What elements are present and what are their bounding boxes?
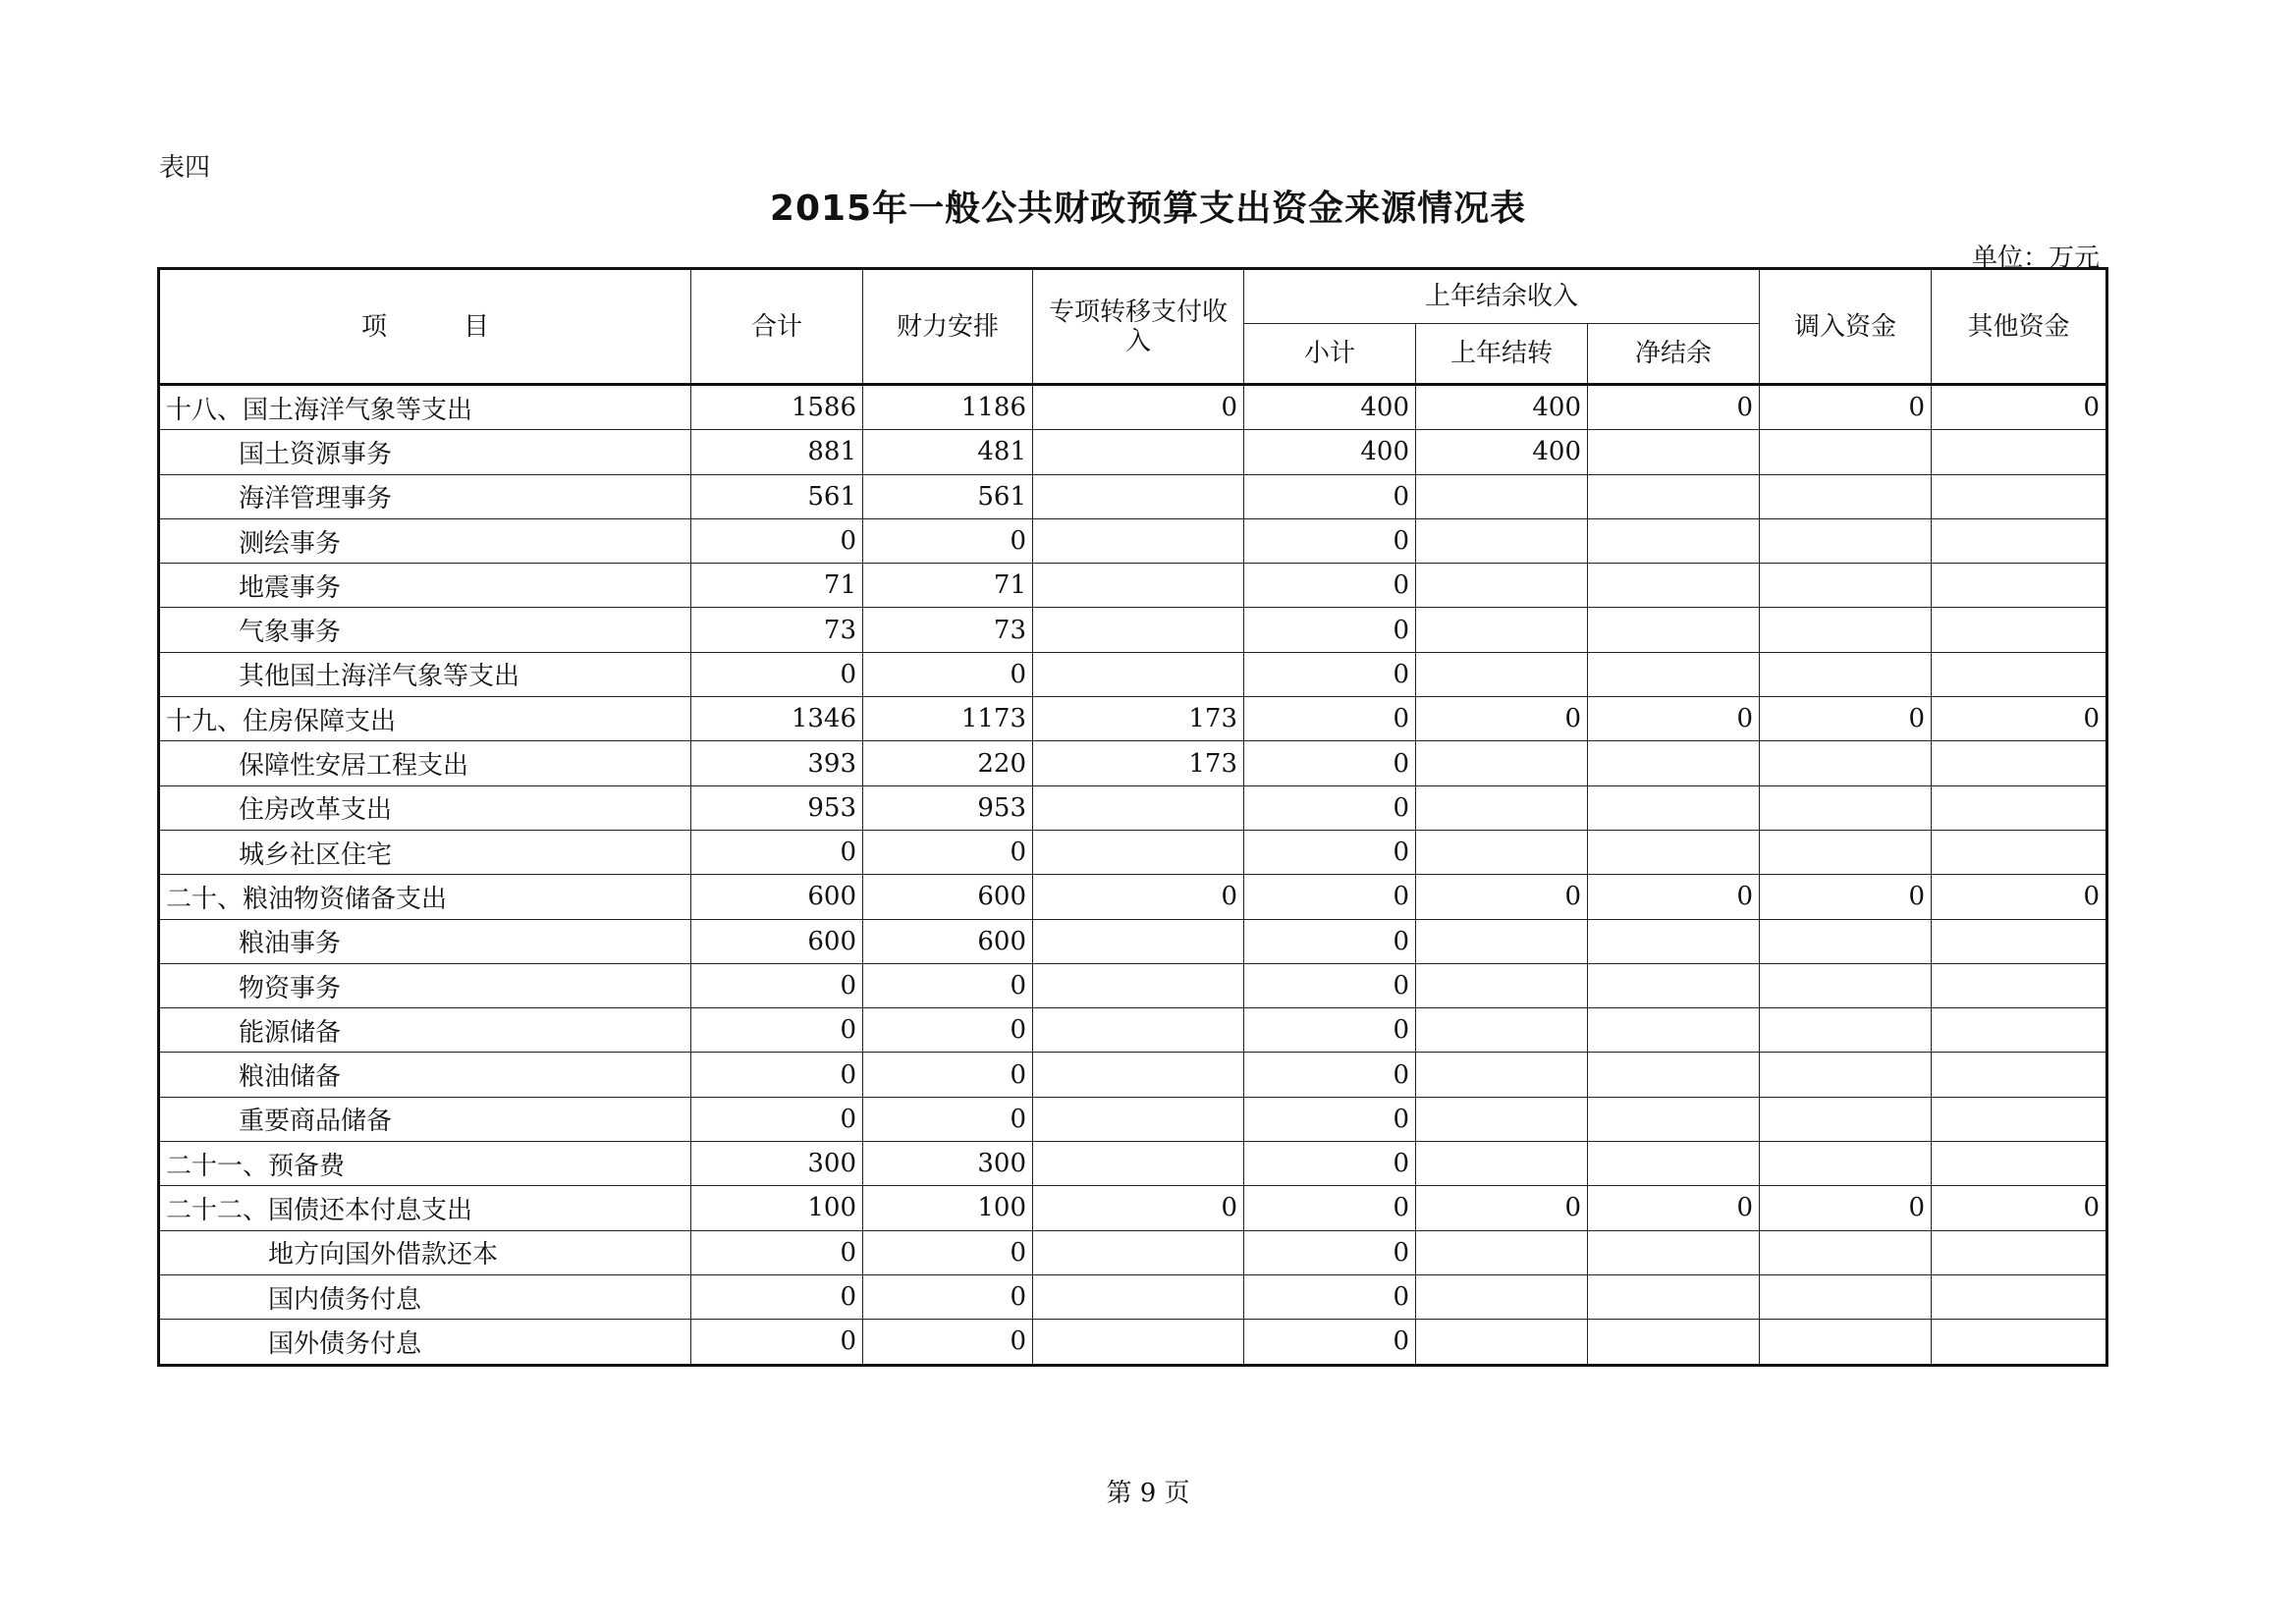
cell-total: 561: [691, 474, 863, 518]
cell-transfer: [1033, 1053, 1244, 1097]
cell-other: 0: [1932, 875, 2107, 919]
cell-fiscal: 481: [863, 430, 1033, 474]
cell-carryover: [1416, 564, 1588, 608]
cell-other: [1932, 652, 2107, 696]
header-subtotal: 小计: [1244, 324, 1416, 385]
table-row: [159, 741, 2107, 785]
cell-net-balance: [1588, 1230, 1760, 1274]
cell-net-balance: [1588, 1097, 1760, 1141]
cell-subtotal: 400: [1244, 430, 1416, 474]
budget-table: [157, 267, 2108, 1367]
table-row: [159, 1274, 2107, 1319]
cell-subtotal: 0: [1244, 741, 1416, 785]
cell-item-name: 粮油储备: [159, 1053, 691, 1097]
table-row: [159, 385, 2107, 430]
cell-carryover: 0: [1416, 1186, 1588, 1230]
cell-subtotal: 0: [1244, 1274, 1416, 1319]
cell-item-name: 能源储备: [159, 1008, 691, 1053]
cell-transfer: [1033, 1097, 1244, 1141]
cell-total: 100: [691, 1186, 863, 1230]
cell-total: 71: [691, 564, 863, 608]
cell-subtotal: 0: [1244, 1053, 1416, 1097]
cell-transfer: [1033, 1274, 1244, 1319]
cell-total: 73: [691, 608, 863, 652]
cell-subtotal: 0: [1244, 963, 1416, 1007]
cell-fiscal: 600: [863, 919, 1033, 963]
cell-item-name: 物资事务: [159, 963, 691, 1007]
cell-carryover: [1416, 1008, 1588, 1053]
cell-total: 0: [691, 1053, 863, 1097]
cell-total: 881: [691, 430, 863, 474]
cell-transfer: [1033, 785, 1244, 830]
table-row: [159, 1142, 2107, 1186]
cell-carryover: [1416, 830, 1588, 874]
header-fiscal: 财力安排: [863, 269, 1033, 385]
header-carryover: 上年结转: [1416, 324, 1588, 385]
cell-transfer: [1033, 608, 1244, 652]
cell-fiscal: 0: [863, 652, 1033, 696]
cell-net-balance: [1588, 474, 1760, 518]
cell-total: 953: [691, 785, 863, 830]
cell-item-name: 粮油事务: [159, 919, 691, 963]
cell-net-balance: [1588, 652, 1760, 696]
header-prev-balance: 上年结余收入: [1244, 269, 1760, 324]
cell-total: 0: [691, 1008, 863, 1053]
cell-transfer: [1033, 474, 1244, 518]
table-label: 表四: [159, 153, 211, 183]
page-title: 2015年一般公共财政预算支出资金来源情况表: [769, 189, 1527, 229]
cell-transfer: [1033, 652, 1244, 696]
cell-item-name: 二十、粮油物资储备支出: [159, 875, 691, 919]
cell-total: 0: [691, 1274, 863, 1319]
cell-net-balance: [1588, 518, 1760, 563]
cell-transfer: 173: [1033, 697, 1244, 741]
cell-transfer-in: [1760, 474, 1932, 518]
cell-other: [1932, 830, 2107, 874]
cell-item-name: 二十一、预备费: [159, 1142, 691, 1186]
cell-total: 0: [691, 1097, 863, 1141]
cell-carryover: [1416, 1097, 1588, 1141]
cell-item-name: 十九、住房保障支出: [159, 697, 691, 741]
cell-transfer-in: [1760, 963, 1932, 1007]
cell-fiscal: 0: [863, 1230, 1033, 1274]
cell-other: [1932, 1230, 2107, 1274]
cell-other: [1932, 1274, 2107, 1319]
cell-other: [1932, 564, 2107, 608]
cell-subtotal: 0: [1244, 697, 1416, 741]
cell-net-balance: 0: [1588, 875, 1760, 919]
cell-net-balance: [1588, 608, 1760, 652]
cell-total: 1586: [691, 385, 863, 430]
cell-transfer: [1033, 564, 1244, 608]
cell-transfer-in: [1760, 652, 1932, 696]
cell-fiscal: 561: [863, 474, 1033, 518]
cell-subtotal: 0: [1244, 919, 1416, 963]
cell-other: [1932, 474, 2107, 518]
cell-item-name: 住房改革支出: [159, 785, 691, 830]
cell-item-name: 十八、国土海洋气象等支出: [159, 385, 691, 430]
cell-net-balance: 0: [1588, 385, 1760, 430]
cell-fiscal: 0: [863, 1320, 1033, 1365]
cell-subtotal: 0: [1244, 875, 1416, 919]
header-other: 其他资金: [1932, 269, 2107, 385]
cell-transfer-in: [1760, 1230, 1932, 1274]
cell-transfer-in: [1760, 1274, 1932, 1319]
cell-net-balance: [1588, 564, 1760, 608]
cell-other: [1932, 608, 2107, 652]
cell-fiscal: 300: [863, 1142, 1033, 1186]
cell-carryover: [1416, 518, 1588, 563]
cell-net-balance: [1588, 430, 1760, 474]
cell-net-balance: [1588, 1053, 1760, 1097]
table-row: [159, 608, 2107, 652]
cell-other: [1932, 1008, 2107, 1053]
cell-carryover: 0: [1416, 697, 1588, 741]
cell-fiscal: 1186: [863, 385, 1033, 430]
cell-other: 0: [1932, 1186, 2107, 1230]
unit-label: 单位：万元: [1971, 243, 2100, 273]
cell-subtotal: 0: [1244, 1186, 1416, 1230]
table-row: [159, 1053, 2107, 1097]
table-row: [159, 1320, 2107, 1365]
cell-transfer: 173: [1033, 741, 1244, 785]
cell-transfer: [1033, 1320, 1244, 1365]
cell-total: 300: [691, 1142, 863, 1186]
cell-carryover: 400: [1416, 430, 1588, 474]
cell-carryover: [1416, 1230, 1588, 1274]
cell-carryover: [1416, 741, 1588, 785]
cell-subtotal: 0: [1244, 785, 1416, 830]
cell-other: [1932, 963, 2107, 1007]
cell-transfer: 0: [1033, 875, 1244, 919]
table-row: [159, 1008, 2107, 1053]
cell-fiscal: 0: [863, 830, 1033, 874]
cell-carryover: 400: [1416, 385, 1588, 430]
cell-carryover: [1416, 1274, 1588, 1319]
cell-transfer-in: 0: [1760, 875, 1932, 919]
cell-subtotal: 0: [1244, 1230, 1416, 1274]
cell-fiscal: 0: [863, 1274, 1033, 1319]
cell-net-balance: [1588, 830, 1760, 874]
cell-net-balance: [1588, 1320, 1760, 1365]
cell-net-balance: [1588, 1142, 1760, 1186]
cell-transfer-in: [1760, 608, 1932, 652]
cell-other: [1932, 785, 2107, 830]
cell-subtotal: 0: [1244, 830, 1416, 874]
cell-carryover: [1416, 474, 1588, 518]
cell-item-name: 其他国土海洋气象等支出: [159, 652, 691, 696]
cell-transfer: [1033, 830, 1244, 874]
cell-transfer-in: [1760, 1097, 1932, 1141]
cell-carryover: 0: [1416, 875, 1588, 919]
cell-subtotal: 0: [1244, 1320, 1416, 1365]
cell-item-name: 地震事务: [159, 564, 691, 608]
cell-total: 0: [691, 830, 863, 874]
cell-subtotal: 0: [1244, 1142, 1416, 1186]
cell-other: 0: [1932, 697, 2107, 741]
cell-other: [1932, 741, 2107, 785]
table-row: [159, 785, 2107, 830]
table-body: [159, 385, 2107, 1366]
cell-carryover: [1416, 1053, 1588, 1097]
table-row: [159, 564, 2107, 608]
cell-subtotal: 0: [1244, 474, 1416, 518]
cell-fiscal: 1173: [863, 697, 1033, 741]
cell-transfer-in: [1760, 1320, 1932, 1365]
cell-total: 0: [691, 652, 863, 696]
cell-transfer-in: [1760, 518, 1932, 563]
cell-total: 600: [691, 875, 863, 919]
table-row: [159, 963, 2107, 1007]
cell-fiscal: 0: [863, 1008, 1033, 1053]
cell-item-name: 国外债务付息: [159, 1320, 691, 1365]
cell-transfer-in: [1760, 741, 1932, 785]
cell-total: 0: [691, 1230, 863, 1274]
cell-transfer-in: 0: [1760, 1186, 1932, 1230]
cell-net-balance: [1588, 741, 1760, 785]
cell-transfer: [1033, 963, 1244, 1007]
cell-total: 1346: [691, 697, 863, 741]
header-transfer: 专项转移支付收入: [1033, 269, 1244, 385]
cell-subtotal: 0: [1244, 652, 1416, 696]
table-row: [159, 875, 2107, 919]
cell-subtotal: 0: [1244, 1008, 1416, 1053]
cell-transfer: [1033, 1230, 1244, 1274]
cell-other: [1932, 518, 2107, 563]
cell-subtotal: 400: [1244, 385, 1416, 430]
cell-transfer: [1033, 430, 1244, 474]
cell-carryover: [1416, 963, 1588, 1007]
cell-fiscal: 953: [863, 785, 1033, 830]
cell-transfer-in: 0: [1760, 385, 1932, 430]
header-total: 合计: [691, 269, 863, 385]
table-row: [159, 1186, 2107, 1230]
cell-fiscal: 0: [863, 963, 1033, 1007]
cell-net-balance: 0: [1588, 697, 1760, 741]
cell-transfer: [1033, 919, 1244, 963]
table-row: [159, 474, 2107, 518]
cell-transfer-in: 0: [1760, 697, 1932, 741]
cell-carryover: [1416, 785, 1588, 830]
cell-fiscal: 0: [863, 518, 1033, 563]
cell-item-name: 保障性安居工程支出: [159, 741, 691, 785]
table-row: [159, 919, 2107, 963]
cell-carryover: [1416, 652, 1588, 696]
cell-other: 0: [1932, 385, 2107, 430]
table-header: [159, 269, 2107, 385]
cell-total: 0: [691, 963, 863, 1007]
cell-total: 393: [691, 741, 863, 785]
cell-other: [1932, 919, 2107, 963]
cell-transfer: [1033, 1142, 1244, 1186]
table-row: [159, 1097, 2107, 1141]
cell-total: 0: [691, 518, 863, 563]
table-row: [159, 518, 2107, 563]
cell-carryover: [1416, 919, 1588, 963]
cell-transfer: 0: [1033, 1186, 1244, 1230]
header-transfer-in: 调入资金: [1760, 269, 1932, 385]
cell-item-name: 重要商品储备: [159, 1097, 691, 1141]
cell-carryover: [1416, 1320, 1588, 1365]
table-row: [159, 697, 2107, 741]
cell-item-name: 测绘事务: [159, 518, 691, 563]
cell-fiscal: 73: [863, 608, 1033, 652]
cell-subtotal: 0: [1244, 1097, 1416, 1141]
cell-total: 600: [691, 919, 863, 963]
cell-net-balance: [1588, 963, 1760, 1007]
cell-fiscal: 220: [863, 741, 1033, 785]
cell-fiscal: 0: [863, 1097, 1033, 1141]
cell-net-balance: [1588, 1274, 1760, 1319]
cell-transfer-in: [1760, 1053, 1932, 1097]
cell-net-balance: 0: [1588, 1186, 1760, 1230]
cell-other: [1932, 430, 2107, 474]
cell-net-balance: [1588, 785, 1760, 830]
cell-transfer-in: [1760, 1142, 1932, 1186]
cell-item-name: 海洋管理事务: [159, 474, 691, 518]
cell-item-name: 城乡社区住宅: [159, 830, 691, 874]
cell-transfer-in: [1760, 564, 1932, 608]
cell-transfer-in: [1760, 919, 1932, 963]
cell-subtotal: 0: [1244, 564, 1416, 608]
cell-item-name: 国内债务付息: [159, 1274, 691, 1319]
cell-transfer: 0: [1033, 385, 1244, 430]
cell-subtotal: 0: [1244, 518, 1416, 563]
cell-transfer: [1033, 1008, 1244, 1053]
page-number: 第 9 页: [1106, 1479, 1190, 1508]
cell-item-name: 国土资源事务: [159, 430, 691, 474]
cell-transfer-in: [1760, 1008, 1932, 1053]
table-row: [159, 1230, 2107, 1274]
cell-fiscal: 71: [863, 564, 1033, 608]
cell-item-name: 地方向国外借款还本: [159, 1230, 691, 1274]
cell-other: [1932, 1097, 2107, 1141]
cell-other: [1932, 1142, 2107, 1186]
cell-other: [1932, 1320, 2107, 1365]
cell-subtotal: 0: [1244, 608, 1416, 652]
cell-other: [1932, 1053, 2107, 1097]
cell-fiscal: 0: [863, 1053, 1033, 1097]
table-row: [159, 830, 2107, 874]
cell-carryover: [1416, 1142, 1588, 1186]
table-row: [159, 652, 2107, 696]
cell-fiscal: 100: [863, 1186, 1033, 1230]
cell-net-balance: [1588, 919, 1760, 963]
cell-total: 0: [691, 1320, 863, 1365]
cell-transfer-in: [1760, 785, 1932, 830]
cell-transfer: [1033, 518, 1244, 563]
cell-net-balance: [1588, 1008, 1760, 1053]
cell-transfer-in: [1760, 830, 1932, 874]
header-item: 项 目: [159, 269, 691, 385]
table-row: [159, 430, 2107, 474]
cell-fiscal: 600: [863, 875, 1033, 919]
header-net-balance: 净结余: [1588, 324, 1760, 385]
cell-item-name: 二十二、国债还本付息支出: [159, 1186, 691, 1230]
cell-item-name: 气象事务: [159, 608, 691, 652]
cell-carryover: [1416, 608, 1588, 652]
cell-transfer-in: [1760, 430, 1932, 474]
